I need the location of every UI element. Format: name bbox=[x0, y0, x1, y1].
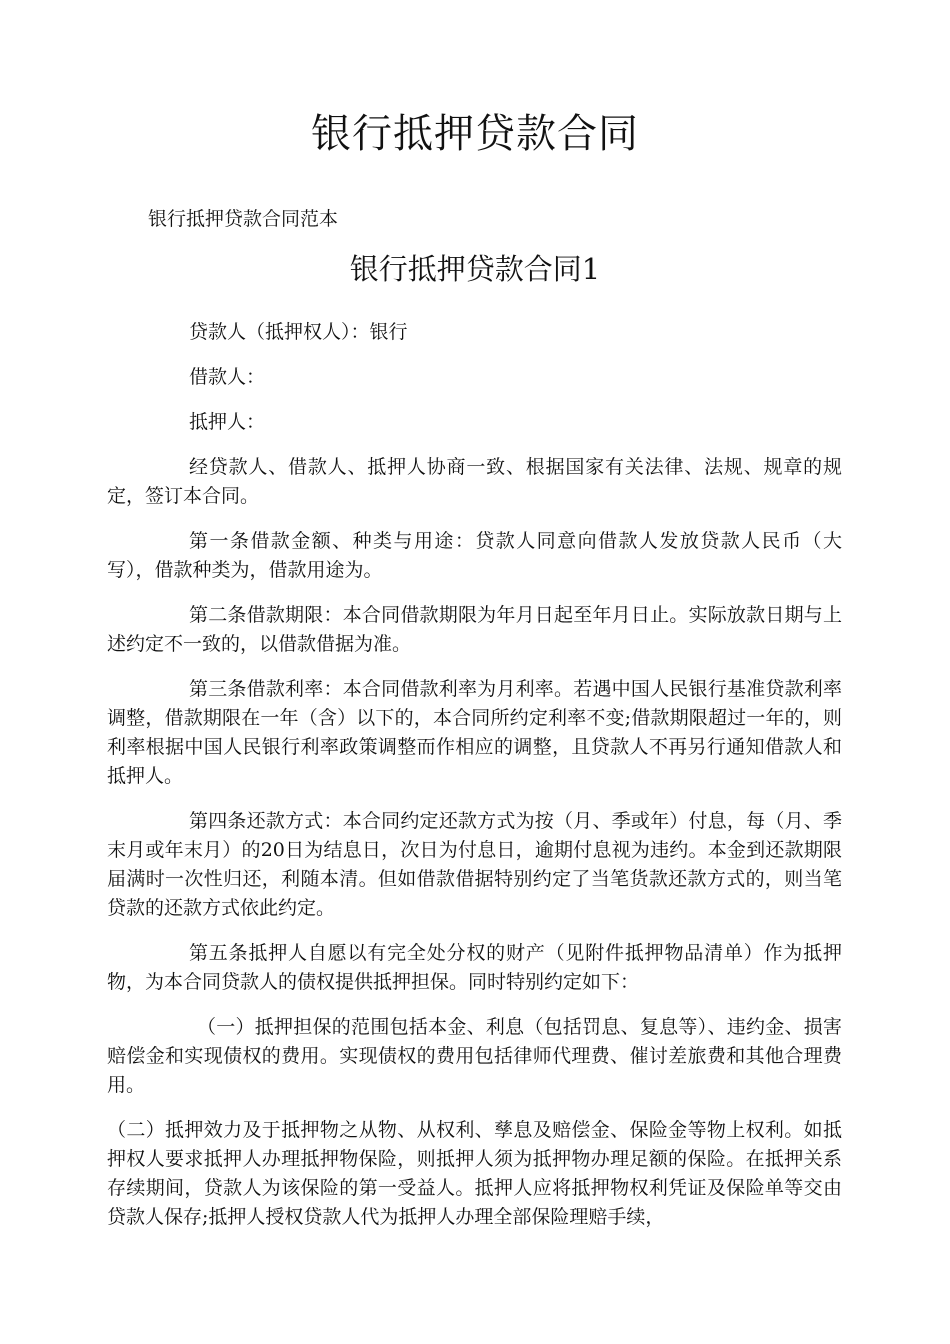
article-1-paragraph: 第一条借款金额、种类与用途：贷款人同意向借款人发放贷款人民币（大写），借款种类为，借款用途为。 bbox=[107, 530, 842, 581]
party-lender: 贷款人（抵押权人）：银行 bbox=[189, 321, 408, 343]
article-4-paragraph: 第四条还款方式：本合同约定还款方式为按（月、季或年）付息，每（月、季末月或年末月）的20日为结息日，次日为付息日，逾期付息视为违约。本金到还款期限届满时一次性归还，利随本清。但如借款借据特别约定了当笔货款还款方式的，则当笔贷款的还款方式依此约定。 bbox=[107, 810, 842, 919]
party-borrower: 借款人： bbox=[189, 366, 266, 388]
article-2-paragraph: 第二条借款期限：本合同借款期限为年月日起至年月日止。实际放款日期与上述约定不一致的，以借款借据为准。 bbox=[107, 604, 842, 655]
document-title: 银行抵押贷款合同 bbox=[311, 111, 639, 157]
party-mortgagor: 抵押人： bbox=[189, 411, 266, 433]
article-3-paragraph: 第三条借款利率：本合同借款利率为月利率。若遇中国人民银行基准贷款利率调整，借款期限在一年（含）以下的，本合同所约定利率不变;借款期限超过一年的，则利率根据中国人民银行利率政策调整而作相应的调整，且贷款人不再另行通知借款人和抵押人。 bbox=[107, 678, 842, 787]
article-5-paragraph: 第五条抵押人自愿以有完全处分权的财产（见附件抵押物品清单）作为抵押物，为本合同贷款人的债权提供抵押担保。同时特别约定如下： bbox=[107, 942, 842, 993]
preamble-paragraph: 经贷款人、借款人、抵押人协商一致、根据国家有关法律、法规、规章的规定，签订本合同。 bbox=[107, 456, 842, 507]
contract-title: 银行抵押贷款合同1 bbox=[349, 252, 601, 286]
article-5-clause-1: （一）抵押担保的范围包括本金、利息（包括罚息、复息等）、违约金、损害赔偿金和实现债权的费用。实现债权的费用包括律师代理费、催讨差旅费和其他合理费用。 bbox=[107, 1016, 842, 1096]
contract-body bbox=[107, 318, 842, 1248]
document-subtitle: 银行抵押贷款合同范本 bbox=[148, 208, 339, 230]
article-5-clause-2: （二）抵押效力及于抵押物之从物、从权利、孳息及赔偿金、保险金等物上权利。如抵押权人要求抵押人办理抵押物保险，则抵押人须为抵押物办理足额的保险。在抵押关系存续期间，贷款人为该保险的第一受益人。抵押人应将抵押物权利凭证及保险单等交由贷款人保存;抵押人授权贷款人代为抵押人办理全部保险理赔手续， bbox=[107, 1119, 842, 1228]
